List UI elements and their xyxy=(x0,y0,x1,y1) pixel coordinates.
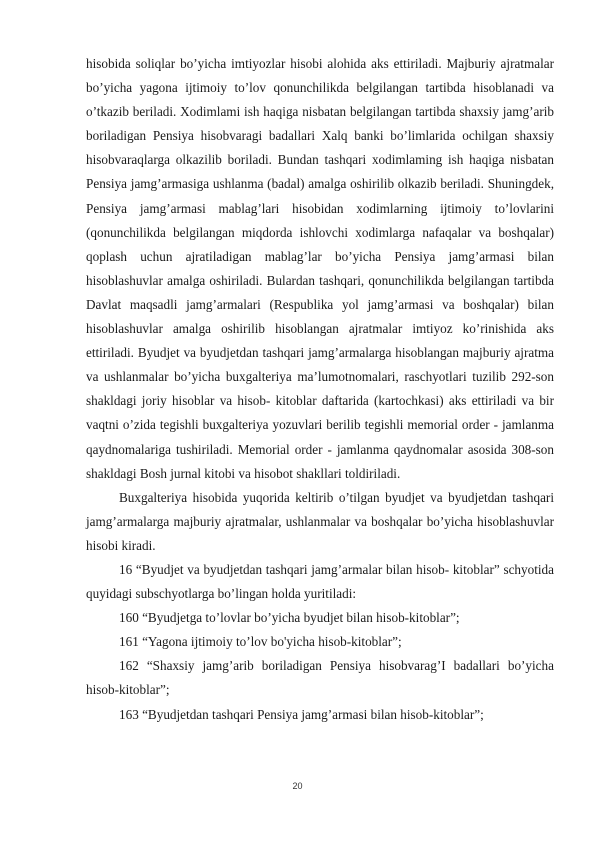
paragraph-account-16: 16 “Byudjet va byudjetdan tashqari jamg’armalar bilan hisob- kitoblar” schyotida quyidagi subschyotlarga bo’lingan holda yuritiladi: xyxy=(86,561,554,602)
subaccount-163: 163 “Byudjetdan tashqari Pensiya jamg’armasi bilan hisob-kitoblar”; xyxy=(119,706,484,722)
document-body xyxy=(86,52,554,727)
subaccount-161: 161 “Yagona ijtimoiy to’lov bo'yicha hisob-kitoblar”; xyxy=(119,634,402,650)
paragraph-continuation: hisobida soliqlar bo’yicha imtiyozlar hisobi alohida aks ettiriladi. Majburiy ajratmalar bo’yicha yagona ijtimoiy to’lov qonunchilikda belgilangan tartibda hisoblanadi va o’tkazib beriladi. Xodimlami ish haqiga nisbatan belgilangan tartibda shaxsiy jamg’arib boriladigan Pensiya hisobvaragi badallari Xalq banki bo’limlarida ochilgan shaxsiy hisobvaraqlarga olkazilib boriladi. Bundan tashqari xodimlaming ish haqiga nisbatan Pensiya jamg’armasiga ushlanma (badal) amalga oshirilib olkazib beriladi. Shuningdek, Pensiya jamg’armasi mablag’lari hisobidan xodimlarning ijtimoiy to’lovlarini (qonunchilikda belgilangan miqdorda ishlovchi xodimlarga nafaqalar va boshqalar) qoplash uchun ajratiladigan mablag’lar bo’yicha Pensiya jamg’armasi bilan hisoblashuvlar amalga oshiriladi. Bulardan tashqari, qonunchilikda belgilangan tartibda Davlat maqsadli jamg’armalari (Respublika yol jamg’armasi va boshqalar) bilan hisoblashuvlar amalga oshirilib hisoblangan ajratmalar imtiyoz ko’rinishida aks ettiriladi. Byudjet va byudjetdan tashqari jamg’armalarga hisoblangan majburiy ajratma va ushlanmalar bo’yicha buxgalteriya ma’lumotnomalari, raschyotlari tuzilib 292-son shakldagi joriy hisoblar va hisob- kitoblar daftarida (kartochkasi) aks ettiriladi va bir vaqtni o’zida tegishli buxgalteriya yozuvlari berilib tegishli memorial order - jamlanma qaydnomalariga tushiriladi. Memorial order - jamlanma qaydnomalar asosida 308-son shakldagi Bosh jurnal kitobi va hisobot shakllari toldiriladi. xyxy=(86,56,554,481)
page-number: 20 xyxy=(292,781,303,791)
paragraph-accounting-settlements: Buxgalteriya hisobida yuqorida keltirib o’tilgan byudjet va byudjetdan tashqari jamg’armalarga majburiy ajratmalar, ushlanmalar va boshqalar bo’yicha hisoblashuvlar hisobi kiradi. xyxy=(86,489,554,553)
subaccount-160: 160 “Byudjetga to’lovlar bo’yicha byudjet bilan hisob-kitoblar”; xyxy=(119,610,460,626)
subaccount-162: 162 “Shaxsiy jamg’arib boriladigan Pensiya hisobvarag’I badallari bo’yicha hisob-kitoblar”; xyxy=(86,658,554,698)
